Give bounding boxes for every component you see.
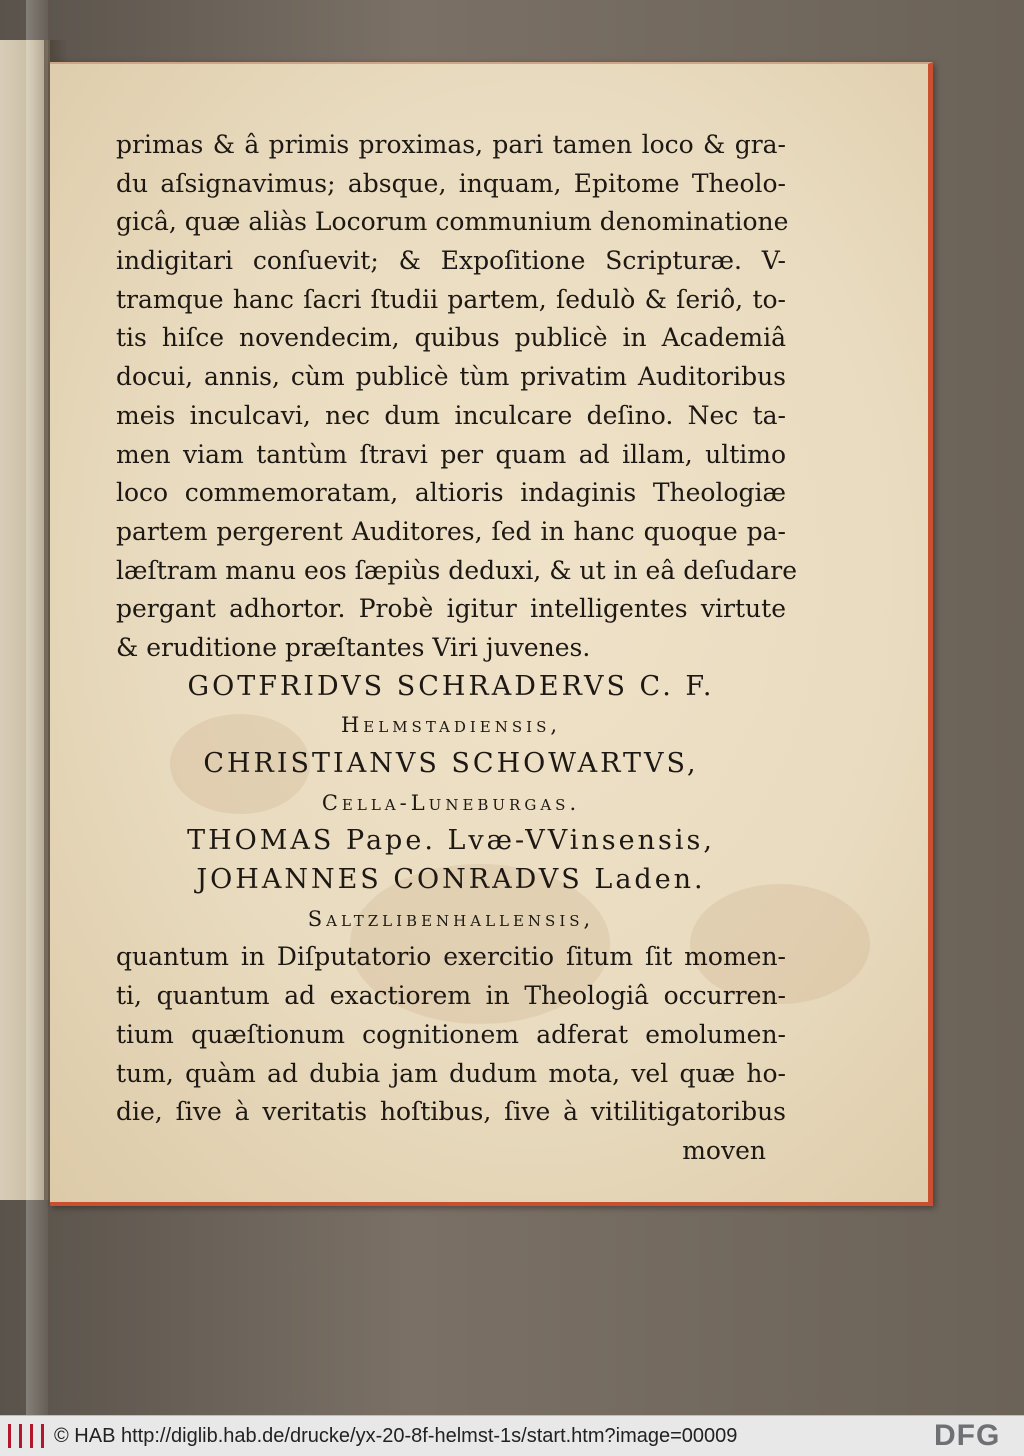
text-line: tum, quàm ad dubia jam dudum mota, vel quæ ho-: [116, 1058, 786, 1088]
respondent-name: CHRISTIANVS SCHOWARTVS,: [203, 748, 699, 779]
respondent-name: GOTFRIDVS SCHRADERVS C. F.: [187, 670, 715, 702]
text-line: tramque hanc ſacri ſtudii partem, ſedulò & ſeriô, to-: [116, 284, 786, 314]
respondent-origin: Saltzlibenhallensis,: [307, 906, 595, 931]
catchword: moven: [682, 1135, 766, 1165]
copyright-url[interactable]: © HAB http://diglib.hab.de/drucke/yx-20-8f-helmst-1s/start.htm?image=00009: [54, 1425, 738, 1447]
dfg-logo: DFG: [934, 1419, 1001, 1452]
text-line: ti, quantum ad exactiorem in Theologiâ occurren-: [116, 981, 786, 1011]
hab-library-logo-icon: [8, 1424, 44, 1448]
respondent-name: JOHANNES CONRADVS Laden.: [196, 864, 706, 896]
text-line: men viam tantùm ſtravi per quam ad illam, ultimo: [116, 439, 786, 469]
viewer-footer: [0, 1415, 1024, 1456]
text-line: loco commemoratam, altioris indaginis Theologiæ: [116, 478, 786, 508]
text-line: primas & â primis proximas, pari tamen loco & gra-: [116, 130, 786, 159]
respondent-name: THOMAS Pape. Lvæ-VVinsensis,: [187, 825, 715, 857]
text-line: gicâ, quæ aliàs Locorum communium denominatione: [116, 207, 789, 237]
text-line: docui, annis, cùm publicè tùm privatim Auditoribus: [116, 362, 786, 392]
text-line: & eruditione præſtantes Viri juvenes.: [116, 632, 591, 662]
page-text: [116, 126, 797, 1171]
respondent-origin: Cella-Luneburgas.: [321, 790, 581, 815]
respondent-origin: Helmstadiensis,: [340, 713, 562, 738]
text-line: indigitari conſuevit; & Expoſitione Scripturæ. V-: [116, 246, 786, 276]
text-line: tis hiſce novendecim, quibus publicè in Academiâ: [116, 323, 786, 353]
text-line: læſtram manu eos ſæpiùs deduxi, & ut in eâ deſudare: [116, 555, 797, 585]
text-line: quantum in Diſputatorio exercitio ſitum ſit momen-: [116, 942, 786, 972]
text-line: pergant adhortor. Probè igitur intelligentes virtute: [116, 594, 786, 624]
text-line: meis inculcavi, nec dum inculcare deſino. Nec ta-: [116, 400, 786, 430]
text-line: tium quæſtionum cognitionem adferat emolumen-: [116, 1019, 786, 1049]
text-line: du aſsignavimus; absque, inquam, Epitome Theolo-: [116, 168, 786, 198]
text-line: die, ſive à veritatis hoſtibus, ſive à vitilitigatoribus: [116, 1097, 786, 1127]
text-line: partem pergerent Auditores, ſed in hanc quoque pa-: [116, 516, 786, 546]
